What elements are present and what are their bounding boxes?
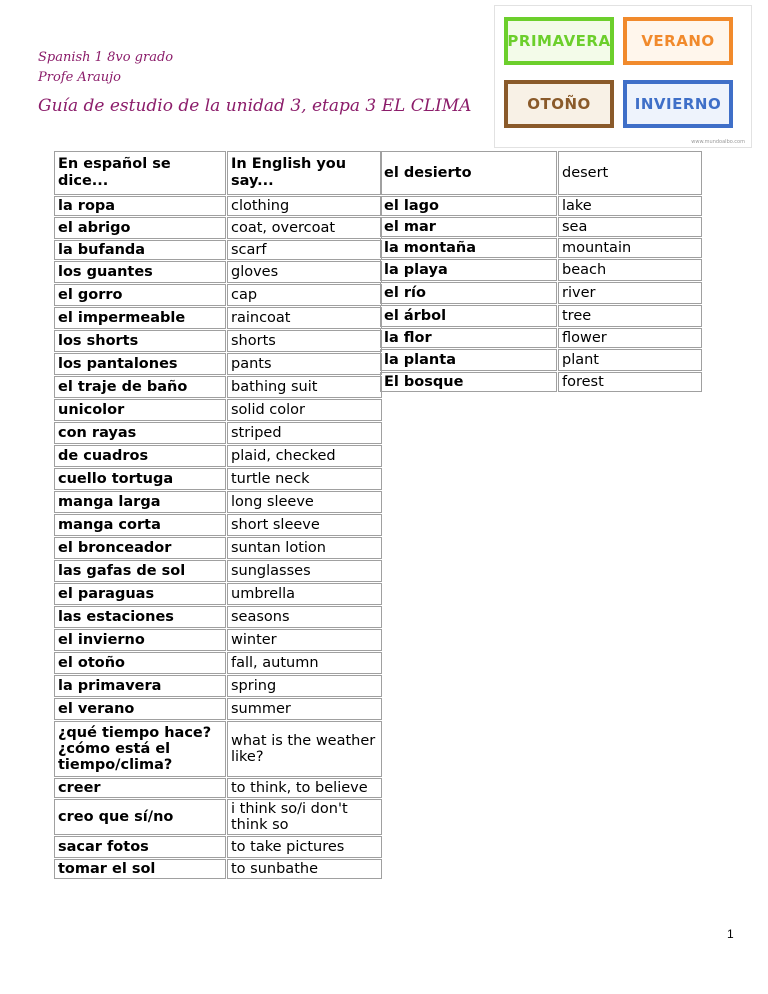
spanish-term: el gorro	[54, 284, 226, 306]
spanish-term: el traje de baño	[54, 376, 226, 398]
english-term: plant	[558, 349, 702, 371]
spanish-term: tomar el sol	[54, 859, 226, 879]
table-row	[54, 799, 382, 835]
table-row	[54, 353, 382, 375]
table-row	[54, 675, 382, 697]
table-row	[54, 721, 382, 777]
table-header-row	[54, 151, 382, 195]
table-row	[54, 698, 382, 720]
english-term: shorts	[227, 330, 382, 352]
english-term: solid color	[227, 399, 382, 421]
english-term: to sunbathe	[227, 859, 382, 879]
spanish-term: unicolor	[54, 399, 226, 421]
spanish-term: ¿qué tiempo hace? ¿cómo está el tiempo/clima?	[54, 721, 226, 777]
english-term: to take pictures	[227, 836, 382, 858]
header-spanish: En español se dice...	[54, 151, 226, 195]
english-term: scarf	[227, 240, 382, 260]
spanish-term: el verano	[54, 698, 226, 720]
table-row	[54, 284, 382, 306]
image-credit: www.mundoalbo.com	[691, 139, 745, 145]
spanish-term: la bufanda	[54, 240, 226, 260]
table-row	[380, 282, 702, 304]
english-term: short sleeve	[227, 514, 382, 536]
english-term: turtle neck	[227, 468, 382, 490]
spanish-term: la planta	[380, 349, 557, 371]
table-row	[380, 259, 702, 281]
vocabulary-table-left	[53, 150, 383, 880]
english-term: clothing	[227, 196, 382, 216]
table-row	[54, 778, 382, 798]
english-term: tree	[558, 305, 702, 327]
table-row	[54, 376, 382, 398]
table-row	[380, 372, 702, 392]
spanish-term: la primavera	[54, 675, 226, 697]
table-row	[380, 305, 702, 327]
table-row	[380, 151, 702, 195]
english-term: coat, overcoat	[227, 217, 382, 239]
table-row	[54, 560, 382, 582]
english-term: raincoat	[227, 307, 382, 329]
spanish-term: la playa	[380, 259, 557, 281]
spanish-term: con rayas	[54, 422, 226, 444]
table-row	[54, 652, 382, 674]
table-row	[380, 217, 702, 237]
english-term: plaid, checked	[227, 445, 382, 467]
spanish-term: de cuadros	[54, 445, 226, 467]
english-term: i think so/i don't think so	[227, 799, 382, 835]
english-term: lake	[558, 196, 702, 216]
english-term: cap	[227, 284, 382, 306]
table-row	[54, 445, 382, 467]
season-otono-label: OTOÑO	[504, 80, 614, 128]
english-term: spring	[227, 675, 382, 697]
table-row	[54, 836, 382, 858]
vocabulary-table-right	[379, 150, 703, 393]
spanish-term: los shorts	[54, 330, 226, 352]
table-row	[380, 238, 702, 258]
spanish-term: el río	[380, 282, 557, 304]
spanish-term: las estaciones	[54, 606, 226, 628]
table-row	[380, 328, 702, 348]
spanish-term: el bronceador	[54, 537, 226, 559]
spanish-term: la flor	[380, 328, 557, 348]
header-english: In English you say...	[227, 151, 382, 195]
english-term: winter	[227, 629, 382, 651]
english-term: summer	[227, 698, 382, 720]
spanish-term: el paraguas	[54, 583, 226, 605]
table-row	[54, 261, 382, 283]
page-title: Guía de estudio de la unidad 3, etapa 3 EL CLIMA	[38, 96, 472, 116]
english-term: gloves	[227, 261, 382, 283]
table-row	[54, 859, 382, 879]
spanish-term: el otoño	[54, 652, 226, 674]
table-row	[54, 468, 382, 490]
spanish-term: las gafas de sol	[54, 560, 226, 582]
season-invierno-label: INVIERNO	[623, 80, 733, 128]
english-term: desert	[558, 151, 702, 195]
spanish-term: la ropa	[54, 196, 226, 216]
table-row	[54, 629, 382, 651]
spanish-term: El bosque	[380, 372, 557, 392]
english-term: suntan lotion	[227, 537, 382, 559]
spanish-term: cuello tortuga	[54, 468, 226, 490]
table-row	[54, 514, 382, 536]
english-term: fall, autumn	[227, 652, 382, 674]
english-term: sunglasses	[227, 560, 382, 582]
spanish-term: la montaña	[380, 238, 557, 258]
spanish-term: manga corta	[54, 514, 226, 536]
page-number: 1	[727, 927, 734, 941]
table-row	[54, 491, 382, 513]
spanish-term: el árbol	[380, 305, 557, 327]
english-term: what is the weather like?	[227, 721, 382, 777]
english-term: long sleeve	[227, 491, 382, 513]
english-term: striped	[227, 422, 382, 444]
season-primavera-label: PRIMAVERA	[504, 17, 614, 65]
spanish-term: el impermeable	[54, 307, 226, 329]
english-term: bathing suit	[227, 376, 382, 398]
spanish-term: el mar	[380, 217, 557, 237]
table-row	[380, 196, 702, 216]
english-term: pants	[227, 353, 382, 375]
table-row	[54, 399, 382, 421]
english-term: beach	[558, 259, 702, 281]
spanish-term: el lago	[380, 196, 557, 216]
english-term: umbrella	[227, 583, 382, 605]
season-verano-label: VERANO	[623, 17, 733, 65]
english-term: sea	[558, 217, 702, 237]
table-row	[54, 196, 382, 216]
teacher-line: Profe Araujo	[38, 70, 122, 85]
table-row	[54, 330, 382, 352]
spanish-term: el desierto	[380, 151, 557, 195]
spanish-term: creer	[54, 778, 226, 798]
english-term: seasons	[227, 606, 382, 628]
table-row	[380, 349, 702, 371]
spanish-term: creo que sí/no	[54, 799, 226, 835]
english-term: river	[558, 282, 702, 304]
seasons-image	[494, 5, 752, 148]
english-term: mountain	[558, 238, 702, 258]
table-row	[54, 422, 382, 444]
course-line: Spanish 1 8vo grado	[38, 50, 174, 65]
english-term: to think, to believe	[227, 778, 382, 798]
table-row	[54, 537, 382, 559]
spanish-term: sacar fotos	[54, 836, 226, 858]
english-term: forest	[558, 372, 702, 392]
spanish-term: el abrigo	[54, 217, 226, 239]
table-row	[54, 606, 382, 628]
spanish-term: los pantalones	[54, 353, 226, 375]
table-row	[54, 307, 382, 329]
spanish-term: el invierno	[54, 629, 226, 651]
spanish-term: los guantes	[54, 261, 226, 283]
table-row	[54, 240, 382, 260]
english-term: flower	[558, 328, 702, 348]
spanish-term: manga larga	[54, 491, 226, 513]
table-row	[54, 583, 382, 605]
table-row	[54, 217, 382, 239]
